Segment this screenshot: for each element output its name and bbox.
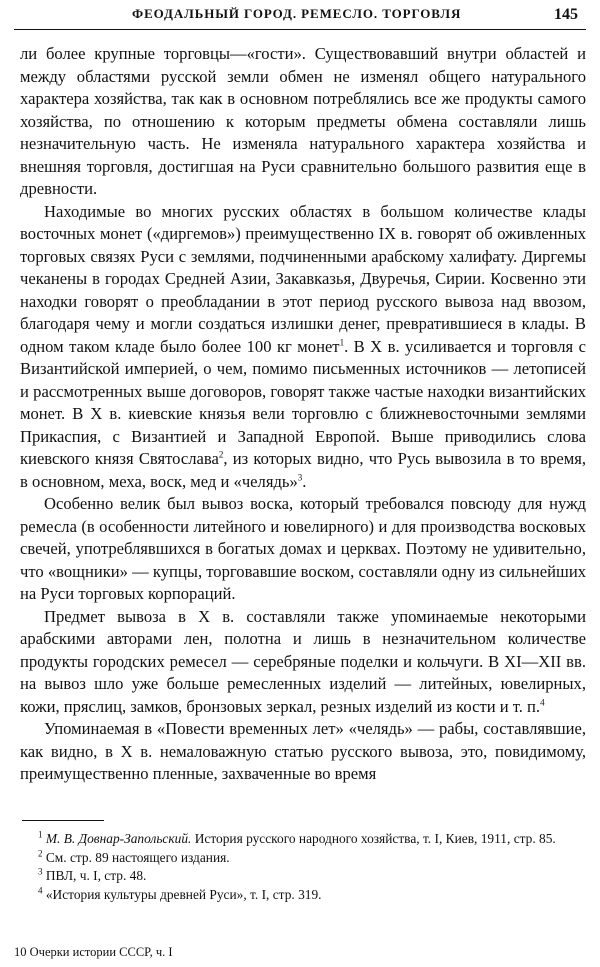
body-text: [20, 43, 586, 786]
paragraph-1: ли более крупные торговцы—«гости». Существовавший внутри областей и между областями русской земли обмен не изменял общего натурального характера хозяйства, так как в основном потреблялись все же продукты самого хозяйства, по отношению к которым предметы обмена составляли лишь незначительную часть. Не изменяла натурального характера хозяйства и внешняя торговля, достигшая на Руси сравнительно большого развития еще в древности.: [20, 44, 586, 198]
footnotes: [24, 830, 584, 904]
footnote-2: $^2$ См. стр. 89 настоящего издания.: [38, 848, 230, 865]
footnote-ref-2: 2: [218, 449, 224, 460]
paragraph-3: Особенно велик был вывоз воска, который требовался повсюду для нужд ремесла (в особенности литейного и ювелирного) и для производства восковых свечей, употреблявшихся в богатых домах и церквах. Поэтому не удивительно, что «вощники» — купцы, торговавшие воском, составляли одну из сильнейших на Руси торговых корпораций.: [20, 494, 586, 603]
footnote-ref-4: 4: [540, 696, 545, 707]
footnote-author: М. В. Довнар-Запольский.: [45, 831, 192, 846]
paragraph-5: Упоминаемая в «Повести временных лет» «челядь» — рабы, составлявшие, как видно, в X в. немаловажную статью русского вывоза, это, повидимому, преимущественно пленные, захваченные во время: [20, 719, 586, 783]
footnote-3: $^3$ ПВЛ, ч. I, стр. 48.: [38, 866, 147, 883]
printer-signature: 10 Очерки истории СССР, ч. I: [14, 945, 173, 959]
footnote-ref-1: 1: [339, 336, 345, 347]
page-number: 145: [554, 6, 578, 23]
footnote-1: $^1$ М. В. Довнар-Запольский. История русского народного хозяйства, т. I, Киев, 1911, стр. 85.: [38, 829, 556, 846]
running-title: ФЕОДАЛЬНЫЙ ГОРОД. РЕМЕСЛО. ТОРГОВЛЯ: [132, 6, 462, 21]
header-rule: [14, 29, 586, 30]
footnote-ref-3: 3: [297, 471, 303, 482]
footnote-rule: [22, 820, 104, 821]
paragraph-2: Находимые во многих русских областях в большом количестве клады восточных монет («диргемов») преимущественно IX в. говорят об оживленных торговых связях Руси с землями, подчиненными арабскому халифату. Диргемы чеканены в городах Средней Азии, Закавказья, Двуречья, Сирии. Косвенно эти находки говорят о преобладании в этот период русского вывоза над ввозом, благодаря чему и могли создаться излишки денег, превратившиеся в клады. В одном таком кладе было более 100 кг монет$^1$. В X в. усиливается и торговля с Византийской империей, о чем, помимо письменных источников — летописей и рассмотренных выше договоров, говорят также частые находки византийских монет. В X в. киевские князья вели торговлю с ближневосточными землями Прикаспия, с Византией и Западной Европой. Выше приводились слова киевского князя Святослава$^2$, из которых видно, что Русь вывозила в то время, в основном, меха, воск, мед и «челядь»$^3$.: [20, 201, 587, 491]
page-header: [0, 0, 600, 34]
footnote-4: $^4$ «История культуры древней Руси», т. I, стр. 319.: [38, 885, 322, 902]
paragraph-4: Предмет вывоза в X в. составляли также упоминаемые некоторыми арабскими авторами лен, полотна и лишь в незначительном количестве продукты городских ремесел — серебряные поделки и кольчуги. В XI—XII вв. на вывоз шло уже больше ремесленных изделий — литейных, ювелирных, кожи, пряслиц, замков, бронзовых зеркал, резных изделий из кости и т. п.$^4$: [20, 606, 586, 716]
